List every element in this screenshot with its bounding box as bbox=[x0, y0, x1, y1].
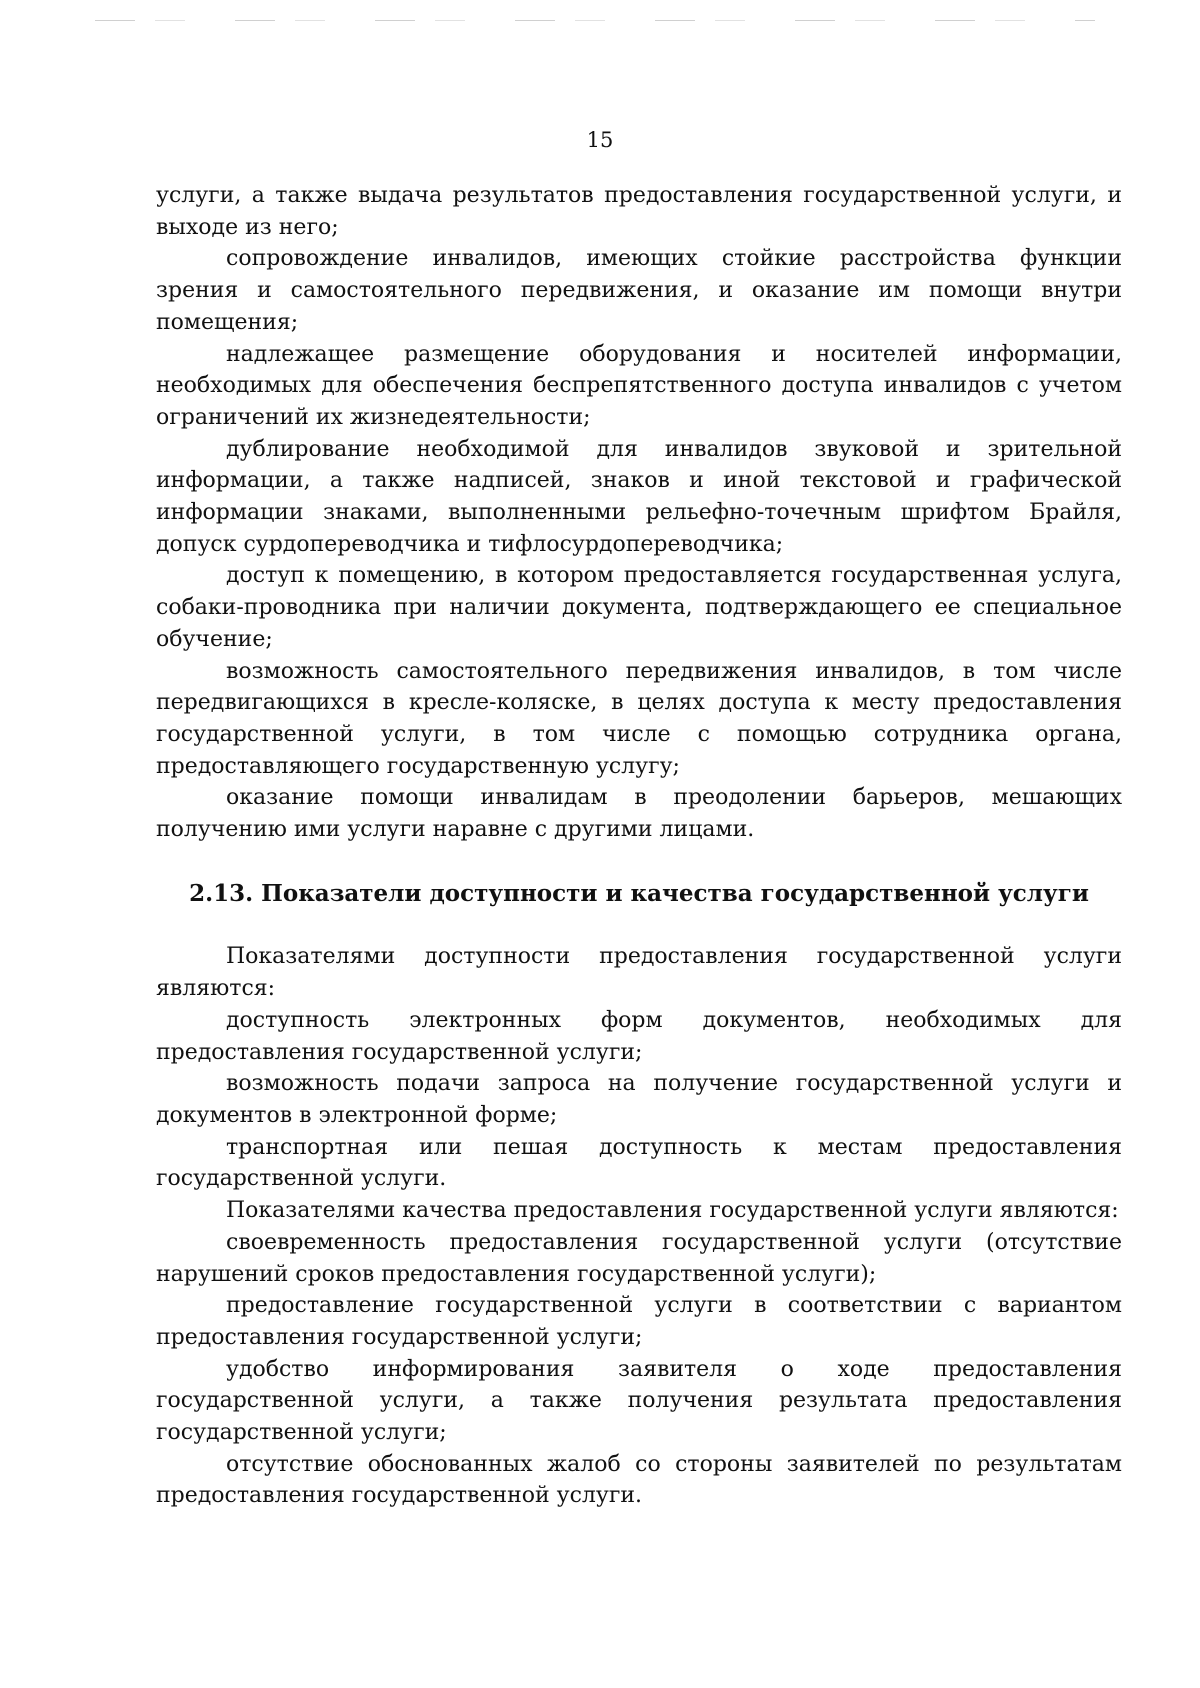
body-text bbox=[156, 180, 1122, 1512]
paragraph: надлежащее размещение оборудования и носителей информации, необходимых для обеспечения беспрепятственного доступа инвалидов с учетом ограничений их жизнедеятельности; bbox=[156, 341, 1122, 430]
scan-artifact-line bbox=[95, 20, 1095, 21]
paragraph: транспортная или пешая доступность к местам предоставления государственной услуги. bbox=[156, 1134, 1122, 1192]
paragraph: сопровождение инвалидов, имеющих стойкие расстройства функции зрения и самостоятельного передвижения, и оказание им помощи внутри помещения; bbox=[156, 246, 1122, 335]
paragraph: дублирование необходимой для инвалидов звуковой и зрительной информации, а также надписей, знаков и иной текстовой и графической информации знаками, выполненными рельефно-точечным шрифтом Брайля, допуск сурдопереводчика и тифлосурдопереводчика; bbox=[156, 436, 1122, 557]
paragraph: предоставление государственной услуги в соответствии с вариантом предоставления государственной услуги; bbox=[156, 1293, 1122, 1350]
section-heading: 2.13. Показатели доступности и качества государственной услуги bbox=[189, 879, 1089, 907]
paragraph: отсутствие обоснованных жалоб со стороны заявителей по результатам предоставления государственной услуги. bbox=[156, 1451, 1122, 1509]
paragraph: оказание помощи инвалидам в преодолении барьеров, мешающих получению ими услуги наравне с другими лицами. bbox=[156, 785, 1122, 843]
paragraph: своевременность предоставления государственной услуги (отсутствие нарушений сроков предоставления государственной услуги); bbox=[156, 1229, 1122, 1287]
paragraph: доступ к помещению, в котором предоставляется государственная услуга, собаки-проводника при наличии документа, подтверждающего ее специальное обучение; bbox=[156, 563, 1122, 652]
page-number: 15 bbox=[586, 128, 614, 152]
paragraph: возможность подачи запроса на получение государственной услуги и документов в электронной форме; bbox=[156, 1071, 1122, 1128]
paragraph: возможность самостоятельного передвижения инвалидов, в том числе передвигающихся в кресле-коляске, в целях доступа к месту предоставления государственной услуги, в том числе с помощью сотрудника органа, предоставляющего государственную услугу; bbox=[156, 658, 1122, 779]
paragraph: удобство информирования заявителя о ходе предоставления государственной услуги, а также получения результата предоставления государственной услуги; bbox=[156, 1356, 1122, 1446]
paragraph: доступность электронных форм документов, необходимых для предоставления государственной услуги; bbox=[156, 1007, 1122, 1065]
paragraph: услуги, а также выдача результатов предоставления государственной услуги, и выходе из него; bbox=[156, 183, 1122, 240]
paragraph: Показателями доступности предоставления государственной услуги являются: bbox=[156, 944, 1122, 1002]
paragraph: Показателями качества предоставления государственной услуги являются: bbox=[226, 1198, 1119, 1224]
